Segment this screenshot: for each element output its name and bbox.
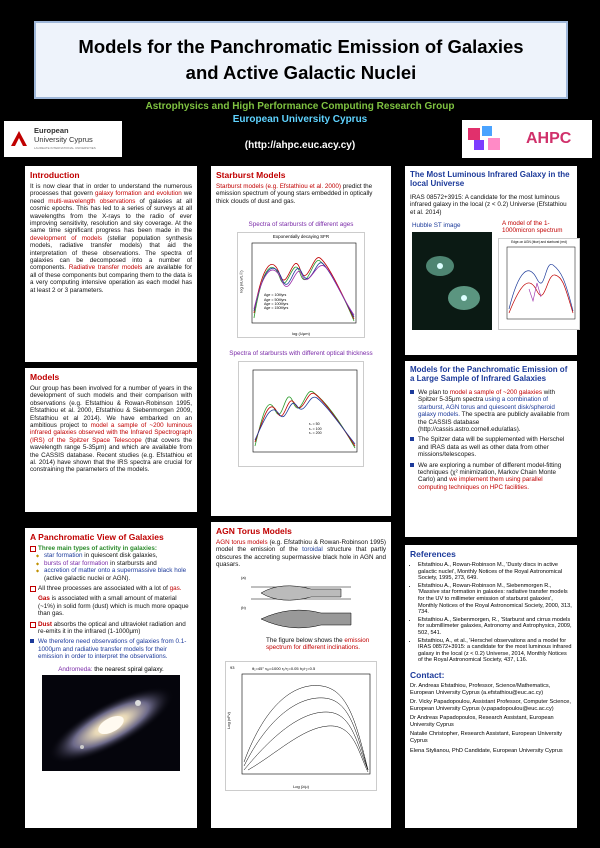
agn-figure-text: The figure below shows the emission spectrum for different inclinations. (266, 636, 370, 652)
euc-logo-line1: European (34, 126, 69, 135)
agn-plot-number: 93 (230, 665, 235, 671)
largesample-bullet-3: We are exploring a number of different model-fitting techniques (χ² minimization, Markov Chain Monte Carlo) and we implement them using parallel computing techniques on HPC facilities. (410, 462, 572, 492)
plot1-title: Exponentially decaying SFR (272, 234, 330, 240)
intro-panel (25, 166, 197, 362)
references-list (410, 562, 572, 664)
reference-item: • Efstathiou A., Siebenmorgen, R., 'Starburst and cirrus models for submillimeter galaxies, Astronomy and Astrophysics, 2009, 502, 541. (418, 617, 572, 637)
panview-panel (25, 528, 197, 828)
agn-heading: AGN Torus Models (216, 526, 292, 536)
reference-item: • Efstathiou A., Rowan-Robinson M., Siebenmorgen R., 'Massive star formation in galaxies: radiative transfer models for the UV to millimeter emission of starburst galaxies', Monthly Notices of the Royal Astronomical Society, 2000, 313, 734. (418, 583, 572, 616)
activity-types: Three main types of activity in galaxies: (30, 545, 192, 552)
model-spectrum-caption: A model of the 1-1000micron spectrum (502, 220, 563, 235)
euc-logo-line2: University Cyprus (34, 135, 93, 144)
mostlum-panel (405, 166, 577, 355)
agn-text: AGN torus models (e.g. Efstathiou & Rowan-Robinson 1995) model the emission of the toroidal structure that partly obscures the accreting supermassive black hole in AGN and quasars. (216, 539, 387, 569)
starburst-heading: Starburst Models (216, 170, 286, 180)
euc-logo-tagline: LAUREATE INTERNATIONAL UNIVERSITIES (34, 146, 96, 150)
agn-plot-label: θ₁=45° τᵤᵥ=1000 r₁/r₂=0.05 h₁/r₂=0.5 (252, 666, 316, 672)
contact-item: Elena Stylianou, PhD Candidate, European University Cyprus (410, 747, 563, 754)
mostlum-heading: The Most Luminous Infrared Galaxy in the local Universe (410, 170, 570, 188)
contact-heading: Contact: (410, 669, 445, 680)
group-name: Astrophysics and High Performance Computing Research Group (145, 101, 455, 112)
group-url[interactable]: (http://ahpc.euc.acy.cy) (244, 140, 356, 151)
andromeda-image (42, 675, 180, 771)
models-text: Our group has been involved for a number of years in the development of such models and their comparison with observations (e.g. Efstathiou & Rowan-Robinson 1995, Efstathiou et al. 2000, Efstathiou & Siebenmorgen 2009, Efstathiou et al 2014). We have embarked on an ambitious project to model a sample of ~200 luminous infrared galaxies observed with the Infrared Spectrograph (IRS) of the Spitzer Space Telescope (that covers the wavelength range 5-35μm) and which are available from the CASSIS database. Recent studies (e.g. Efstathiou et al. 2014) have shown that the IRS spectra are crucial for constraining the parameters of the models. (30, 385, 193, 474)
hubble-image (412, 232, 492, 330)
starburst-panel (211, 166, 391, 516)
contact-item: Dr Andreas Papadopoulos, Research Assistant, European University Cyprus (410, 715, 554, 728)
reference-item: • Efstathiou, A., et al., 'Herschel observations and a model for IRAS 08572+3915: a candidate for the most luminous infrared galaxy in the local (z < 0.2) Universe, 2014, Monthly Notices of the Royal Astronomical Society, 437, L16. (418, 638, 572, 664)
starburst-ages-caption: Spectra of starbursts of different ages (248, 221, 354, 229)
contact-list (410, 683, 572, 754)
contact-item: Natalie Christopher, Research Assistant, European University Cyprus (410, 731, 563, 745)
model-spectrum-title: Edge-on AGN (blue) and starburst (red) (511, 240, 567, 245)
observations-bullet: We therefore need observations of galaxies from 0.1-1000μm and radiative transfer models for their emission in order to interpret the observations. (30, 638, 192, 660)
models-heading: Models (30, 372, 60, 382)
starburst-thickness-plot (238, 361, 364, 467)
agn-inclination-plot (225, 661, 377, 791)
gas-dust-text: Gas is associated with a small amount of material (~1%) in solid form (dust) which is much more opaque than gas. (38, 595, 189, 618)
mostlum-figures (410, 220, 572, 340)
activity-bursts: ◆ bursts of star formation in starbursts and (30, 560, 192, 567)
poster-title: Models for the Panchromatic Emission of Galaxies and Active Galactic Nuclei (78, 36, 524, 83)
contact-item: Dr. Andreas Efstathiou, Professor, Science/Mathematics, European University Cyprus (a.efstathiou@euc.ac.cy) (410, 682, 551, 696)
hubble-caption: Hubble ST image (412, 222, 461, 230)
starburst-ages-plot (237, 232, 365, 338)
university-name: European University Cyprus (232, 114, 368, 125)
intro-heading: Introduction (30, 170, 80, 180)
gas-bullet: All three processes are associated with a lot of gas. (30, 585, 192, 592)
largesample-panel (405, 361, 577, 537)
references-heading: References (410, 549, 456, 559)
ahpc-logo-text: AHPC (526, 130, 572, 147)
euc-emblem-icon (8, 128, 30, 150)
activity-star-formation: ◆ star formation in quiescent disk galaxies, (30, 552, 192, 559)
starburst-thickness-caption: Spectra of starbursts with different optical thickness (229, 350, 373, 358)
ahpc-logo (462, 120, 592, 158)
references-panel (405, 545, 577, 828)
contact-item: Dr. Vicky Papadopoulou, Assistant Professor, Computer Science, European University Cyprus (v.papadopoulou@euc.ac.cy) (410, 699, 571, 712)
agn-plot-ylabel: Log (νFν) (225, 712, 231, 730)
euc-logo (4, 121, 122, 157)
plot1-xlabel: log (λ/μm) (292, 331, 310, 337)
panview-heading: A Panchromatic View of Galaxies (30, 532, 164, 542)
largesample-bullet-1: We plan to model a sample of ~200 galaxies with Spitzer 5-35μm spectra using a combination of starburst, AGN torus and quiescent disk/spheroid galaxy models. The spectra are publicly available from the CASSIS database (http://cassis.astro.cornell.edu/atlas). (410, 389, 572, 433)
plot2-legend: τᵥ = 50 τᵥ = 100 τᵥ = 200 (309, 422, 322, 436)
torus-diagram: (a) (b) (241, 575, 361, 635)
model-spectrum-plot (498, 238, 580, 330)
plot1-ylabel: log (νLν/L☉) (238, 270, 244, 293)
intro-text: It is now clear that in order to understand the numerous processes that govern galaxy formation and evolution we need multi-wavelength observations of galaxies at all cosmic epochs. This has led to a series of surveys at all wavelengths from the X-rays to the radio of ever improving sensitivity, resolution and sky coverage. At the same time significant progress has been made in the development of models (stellar population synthesis models, radiative transfer models) that aid the interpretation of these observations. The spectra of galaxies can be decomposed into a number of components. Radiative transfer models are available for all of these components but comparing them to the data is a very computing intensive operation as each model has at least 2 or 3 parameters. (30, 183, 193, 294)
activity-accretion: ◆ accretion of matter onto a supermassive black hole (active galactic nuclei or AGN). (30, 567, 192, 582)
reference-item: • Efstathiou A., Rowan-Robinson M., 'Dusty discs in active galactic nuclei', Monthly Notices of the Royal Astronomical Society, 1995, 273, 649. (418, 562, 572, 582)
agn-plot-xlabel: Log (λ/μ) (293, 784, 309, 790)
agn-panel (211, 522, 391, 828)
largesample-heading: Models for the Panchromatic Emission of a Large Sample of Infrared Galaxies (410, 365, 568, 383)
title-box (34, 21, 568, 99)
dust-bullet: Dust absorbs the optical and ultraviolet radiation and re-emits it in the infrared (1-1000μm) (30, 621, 192, 636)
models-panel (25, 368, 197, 512)
mostlum-text: IRAS 08572+3915: A candidate for the most luminous infrared galaxy in the local (z < 0.2) Universe (Efstathiou et al. 2014) (410, 194, 567, 216)
largesample-bullet-2: The Spitzer data will be supplemented with Herschel and IRAS data as well as other data from other missions/telescopes. (410, 436, 572, 458)
ahpc-emblem-icon (466, 124, 506, 154)
plot1-legend: Age = 10Myrs Age = 50Myrs Age = 100Myrs Age = 150Myrs (264, 293, 289, 311)
andromeda-caption: Andromeda: the nearest spiral galaxy. (58, 665, 164, 673)
starburst-text: Starburst models (e.g. Efstathiou et al. 2000) predict the emission spectrum of young stars embedded in optically thick clouds of dust and gas. (216, 183, 373, 205)
